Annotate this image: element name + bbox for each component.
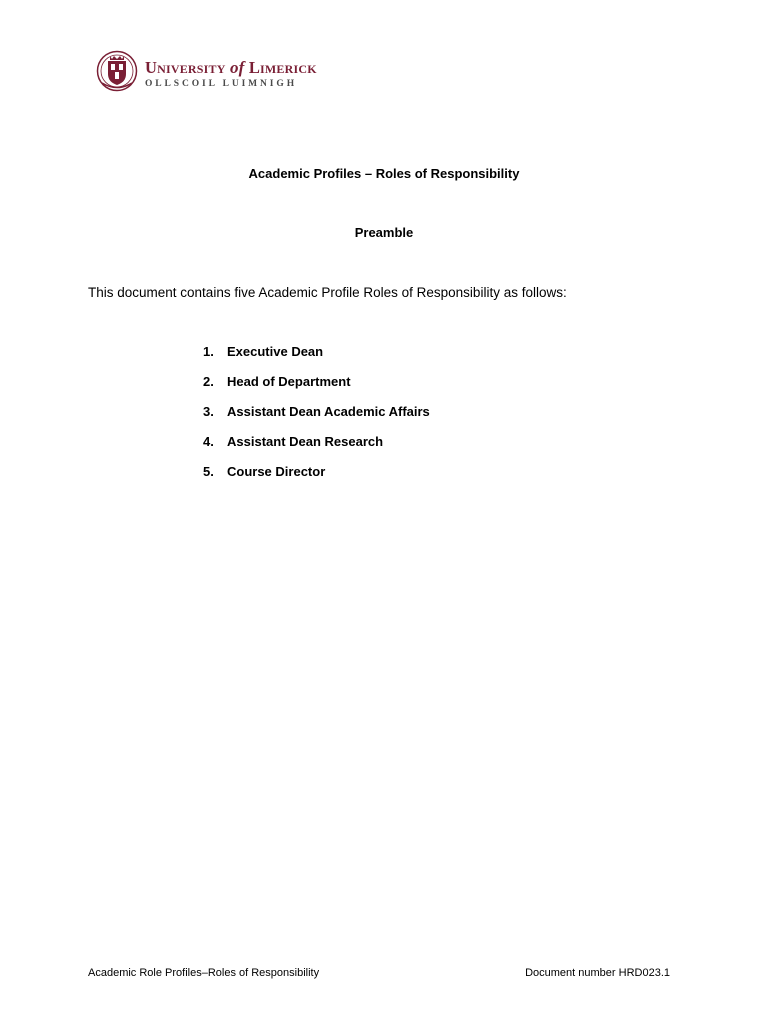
list-item-label: Course Director xyxy=(227,464,326,479)
list-item xyxy=(203,464,430,494)
list-item-label: Assistant Dean Academic Affairs xyxy=(227,404,430,419)
university-wordmark xyxy=(145,58,317,90)
document-title: Academic Profiles – Roles of Responsibility xyxy=(248,166,520,181)
footer-document-name: Academic Role Profiles–Roles of Responsibility xyxy=(88,967,320,979)
list-item xyxy=(203,434,430,464)
section-heading: Preamble xyxy=(354,225,414,240)
intro-paragraph: This document contains five Academic Profile Roles of Responsibility as follows: xyxy=(88,285,567,300)
list-item-label: Executive Dean xyxy=(227,344,324,359)
university-logo xyxy=(96,50,346,92)
list-item-number: 2. xyxy=(203,374,214,389)
list-item-number: 3. xyxy=(203,404,214,419)
university-crest-icon xyxy=(96,50,138,92)
list-item xyxy=(203,374,430,404)
list-item-label: Assistant Dean Research xyxy=(227,434,384,449)
list-item-label: Head of Department xyxy=(227,374,351,389)
list-item xyxy=(203,344,430,374)
roles-list xyxy=(203,344,430,494)
university-name-of: of xyxy=(229,58,245,77)
university-name-part-limerick: Limerick xyxy=(248,58,317,77)
footer-document-number: Document number HRD023.1 xyxy=(525,967,670,979)
list-item-number: 1. xyxy=(203,344,214,359)
university-name-part: University xyxy=(145,58,226,77)
university-irish-name: OLLSCOIL LUIMNIGH xyxy=(145,79,297,89)
list-item-number: 5. xyxy=(203,464,214,479)
list-item xyxy=(203,404,430,434)
list-item-number: 4. xyxy=(203,434,214,449)
university-name xyxy=(145,58,317,78)
